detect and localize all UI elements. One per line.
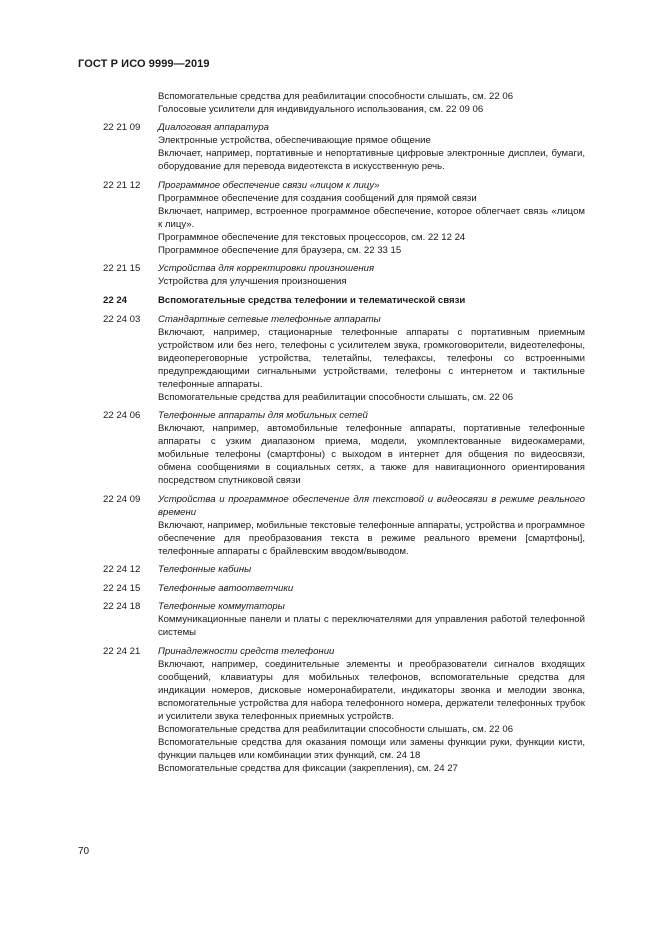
entry-title: Устройства для корректировки произношения bbox=[158, 263, 375, 274]
entry-body bbox=[158, 313, 585, 404]
entry-22-24-18 bbox=[103, 600, 585, 639]
entry-title: Программное обеспечение связи «лицом к лицу» bbox=[158, 179, 380, 191]
entry-line: Включает, например, встроенное программное обеспечение, которое облегчает связь «лицом к лицу». bbox=[158, 205, 585, 230]
entry-line: Включают, например, автомобильные телефонные аппараты, портативные телефонные аппараты с узким диапазоном приема, модели, укомплектованные видеокамерами, мобильные телефоны (смартфоны) с выходом в интернет для общения по видеосвязи, обмена сообщениями в социальных сетях, а также для навигационного ориентирования посредством спутниковой связи bbox=[158, 423, 585, 486]
entry-body bbox=[158, 563, 585, 576]
entry-22-24-12 bbox=[103, 563, 585, 576]
entry-code: 22 24 12 bbox=[103, 564, 141, 575]
entry-code: 22 21 15 bbox=[103, 263, 141, 274]
entry-line: Вспомогательные средства для реабилитации способности слышать, см. 22 06 bbox=[158, 723, 514, 735]
document-header: ГОСТ Р ИСО 9999—2019 bbox=[78, 58, 210, 70]
entry-body bbox=[158, 493, 585, 558]
lead-body bbox=[158, 90, 585, 116]
entry-line: Коммуникационные панели и платы с переключателями для управления работой телефонной системы bbox=[158, 614, 585, 638]
entry-code-empty bbox=[103, 90, 158, 116]
section-title: Вспомогательные средства телефонии и телематической связи bbox=[158, 294, 466, 306]
entry-title: Принадлежности средств телефонии bbox=[158, 645, 335, 657]
entry-line: Программное обеспечение для текстовых процессоров, см. 22 12 24 bbox=[158, 231, 466, 243]
entry-body bbox=[158, 600, 585, 639]
entry-line: Включают, например, стационарные телефонные аппараты с портативным приемным устройством или без него, телефоны с усилителем звука, громкоговорители, видеотелефоны, видеопереговорные устройства, телетайпы, телефаксы, телефоны со встроенными предупреждающими сигнальными устройствами, телефоны с интернетом и тактильные телефонные аппараты. bbox=[158, 326, 585, 390]
section-code: 22 24 bbox=[103, 294, 128, 306]
entry-code: 22 24 09 bbox=[103, 493, 141, 505]
entry-title: Телефонные аппараты для мобильных сетей bbox=[158, 410, 368, 421]
section-body bbox=[158, 294, 585, 307]
section-22-24 bbox=[103, 294, 585, 307]
entry-22-24-09 bbox=[103, 493, 585, 558]
entry-22-24-06 bbox=[103, 409, 585, 487]
entry-line: Устройства для улучшения произношения bbox=[158, 276, 347, 287]
entry-body bbox=[158, 179, 585, 257]
entry-line: Включают, например, мобильные текстовые телефонные аппараты, устройства и программное обеспечение для преобразования текста в режиме реального времени [смартфоны], телефонные аппараты с брайлевским вводом/выводом. bbox=[158, 519, 585, 557]
entry-title: Стандартные сетевые телефонные аппараты bbox=[158, 313, 381, 325]
entry-line: Вспомогательные средства для реабилитации способности слышать, см. 22 06 bbox=[158, 391, 514, 403]
entry-line: Вспомогательные средства для фиксации (закрепления), см. 24 27 bbox=[158, 762, 458, 774]
entry-line: Программное обеспечение для браузера, см. 22 33 15 bbox=[158, 244, 402, 256]
entry-code: 22 21 09 bbox=[103, 122, 141, 133]
page-number: 70 bbox=[78, 846, 90, 857]
entry-code: 22 24 18 bbox=[103, 601, 141, 612]
entry-code: 22 24 06 bbox=[103, 410, 141, 421]
entry-title: Устройства и программное обеспечение для текстовой и видеосвязи в режиме реального времени bbox=[158, 493, 585, 518]
entry-title: Телефонные автоответчики bbox=[158, 582, 294, 594]
lead-block bbox=[103, 90, 585, 116]
entry-22-24-15 bbox=[103, 582, 585, 595]
entry-22-21-12 bbox=[103, 179, 585, 257]
entry-line: Электронные устройства, обеспечивающие прямое общение bbox=[158, 135, 431, 146]
entry-line: Включают, например, соединительные элементы и преобразователи сигналов входящих сообщений, клавиатуры для мобильных телефонов, вспомогательные средства для индикации номеров, дисковые номеронабиратели, индикаторы звонка и мелодии звонка, вспомогательные устройства для набора телефонного номера, держатели телефонных трубок и усилители звука телефонных приемных устройств. bbox=[158, 658, 585, 722]
lead-line: Вспомогательные средства для реабилитации способности слышать, см. 22 06 bbox=[158, 91, 514, 102]
entry-body bbox=[158, 121, 585, 173]
entry-code: 22 24 15 bbox=[103, 582, 141, 594]
entry-body bbox=[158, 645, 585, 775]
entry-line: Включает, например, портативные и непортативные цифровые электронные дисплеи, бумаги, оборудование для перевода видеотекста в искусственную речь. bbox=[158, 148, 585, 172]
entry-body bbox=[158, 262, 585, 288]
entry-22-21-15 bbox=[103, 262, 585, 288]
entry-code: 22 24 03 bbox=[103, 313, 141, 325]
entry-body bbox=[158, 582, 585, 595]
entry-body bbox=[158, 409, 585, 487]
entry-title: Телефонные коммутаторы bbox=[158, 601, 285, 612]
entry-line: Вспомогательные средства для оказания помощи или замены функции руки, функции кисти, функции пальцев или комбинации этих функций, см. 24 18 bbox=[158, 736, 585, 761]
entry-code: 22 24 21 bbox=[103, 645, 141, 657]
entry-22-24-03 bbox=[103, 313, 585, 404]
lead-line: Голосовые усилители для индивидуального использования, см. 22 09 06 bbox=[158, 104, 484, 115]
entry-title: Телефонные кабины bbox=[158, 564, 252, 575]
entry-code: 22 21 12 bbox=[103, 179, 141, 191]
entry-line: Программное обеспечение для создания сообщений для прямой связи bbox=[158, 192, 477, 204]
entry-22-21-09 bbox=[103, 121, 585, 173]
entry-title: Диалоговая аппаратура bbox=[158, 122, 269, 133]
classification-list bbox=[103, 90, 585, 780]
entry-22-24-21 bbox=[103, 645, 585, 775]
